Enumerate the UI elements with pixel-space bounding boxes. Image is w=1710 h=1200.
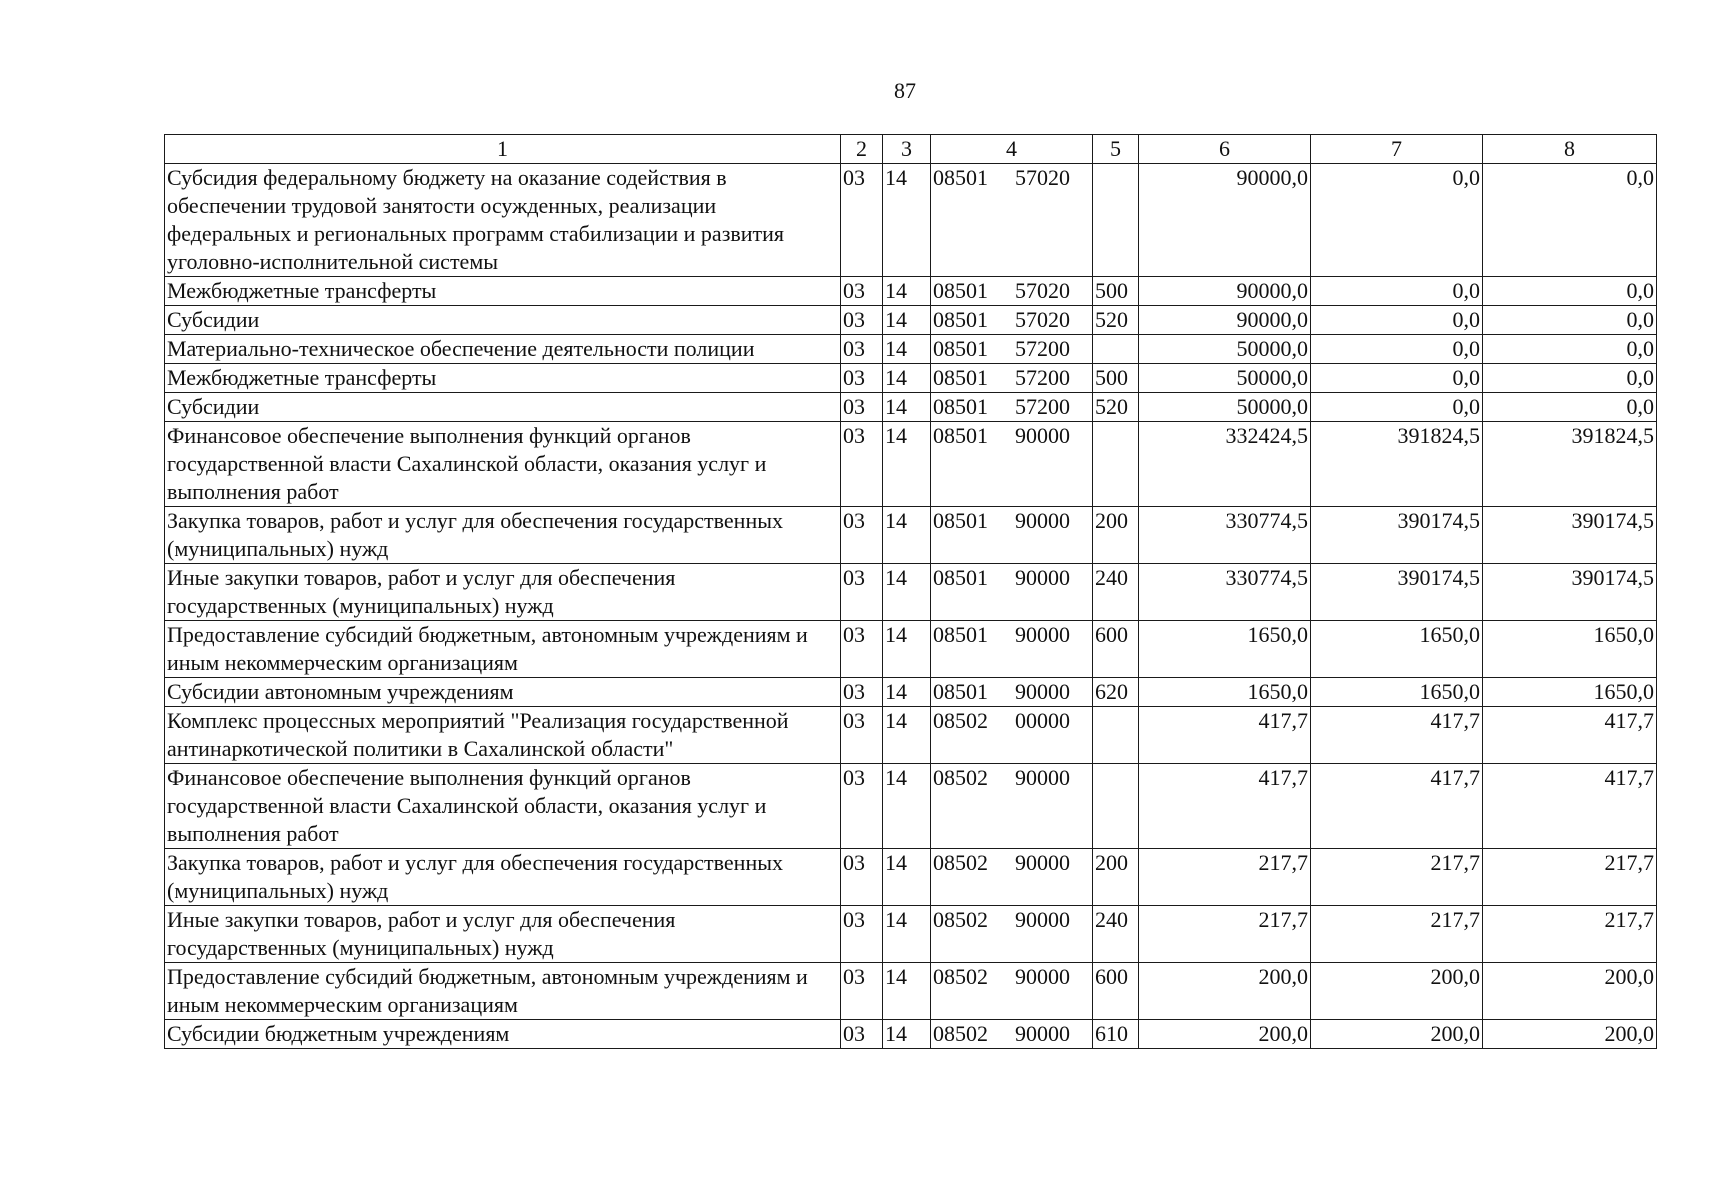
amount-col-6: 332424,5 <box>1139 422 1311 507</box>
direction-code: 57200 <box>1015 394 1070 419</box>
table-row <box>165 564 1657 621</box>
table-row <box>165 764 1657 849</box>
direction-code: 90000 <box>1015 679 1070 704</box>
amount-col-8: 391824,5 <box>1483 422 1657 507</box>
section-code: 03 <box>841 564 883 621</box>
section-code: 03 <box>841 849 883 906</box>
program-code: 08502 <box>933 964 988 989</box>
program-code: 08501 <box>933 508 988 533</box>
table-row <box>165 678 1657 707</box>
expense-type-code <box>1093 707 1139 764</box>
subsection-code: 14 <box>883 621 931 678</box>
program-code: 08501 <box>933 165 988 190</box>
program-code: 08501 <box>933 622 988 647</box>
amount-col-7: 1650,0 <box>1311 621 1483 678</box>
program-code: 08501 <box>933 423 988 448</box>
subsection-code: 14 <box>883 707 931 764</box>
subsection-code: 14 <box>883 764 931 849</box>
section-code: 03 <box>841 906 883 963</box>
column-header: 8 <box>1483 135 1657 164</box>
direction-code: 90000 <box>1015 850 1070 875</box>
amount-col-8: 217,7 <box>1483 849 1657 906</box>
expense-name: Субсидии автономным учреждениям <box>165 678 841 707</box>
section-code: 03 <box>841 364 883 393</box>
direction-code: 90000 <box>1015 964 1070 989</box>
section-code: 03 <box>841 963 883 1020</box>
table-row <box>165 849 1657 906</box>
direction-code: 57020 <box>1015 307 1070 332</box>
amount-col-6: 217,7 <box>1139 849 1311 906</box>
section-code: 03 <box>841 764 883 849</box>
expense-type-code: 520 <box>1093 306 1139 335</box>
program-code: 08502 <box>933 1021 988 1046</box>
amount-col-7: 390174,5 <box>1311 507 1483 564</box>
expense-name: Межбюджетные трансферты <box>165 277 841 306</box>
amount-col-7: 0,0 <box>1311 306 1483 335</box>
amount-col-7: 417,7 <box>1311 707 1483 764</box>
amount-col-6: 90000,0 <box>1139 277 1311 306</box>
amount-col-8: 390174,5 <box>1483 507 1657 564</box>
expense-type-code: 520 <box>1093 393 1139 422</box>
program-code: 08502 <box>933 765 988 790</box>
expense-type-code: 200 <box>1093 849 1139 906</box>
expense-name: Субсидии бюджетным учреждениям <box>165 1020 841 1049</box>
column-header: 1 <box>165 135 841 164</box>
amount-col-8: 0,0 <box>1483 164 1657 277</box>
amount-col-8: 1650,0 <box>1483 621 1657 678</box>
program-code: 08501 <box>933 307 988 332</box>
subsection-code: 14 <box>883 507 931 564</box>
program-code: 08501 <box>933 565 988 590</box>
target-article <box>931 277 1093 306</box>
target-article <box>931 393 1093 422</box>
amount-col-6: 200,0 <box>1139 963 1311 1020</box>
section-code: 03 <box>841 507 883 564</box>
amount-col-6: 1650,0 <box>1139 678 1311 707</box>
amount-col-6: 417,7 <box>1139 764 1311 849</box>
expense-type-code <box>1093 422 1139 507</box>
direction-code: 90000 <box>1015 565 1070 590</box>
program-code: 08502 <box>933 907 988 932</box>
direction-code: 90000 <box>1015 907 1070 932</box>
amount-col-7: 0,0 <box>1311 335 1483 364</box>
table-row <box>165 277 1657 306</box>
direction-code: 90000 <box>1015 765 1070 790</box>
amount-col-7: 0,0 <box>1311 277 1483 306</box>
amount-col-7: 417,7 <box>1311 764 1483 849</box>
amount-col-8: 0,0 <box>1483 277 1657 306</box>
table-row <box>165 335 1657 364</box>
expense-type-code <box>1093 164 1139 277</box>
expense-type-code: 500 <box>1093 277 1139 306</box>
amount-col-6: 330774,5 <box>1139 507 1311 564</box>
subsection-code: 14 <box>883 849 931 906</box>
direction-code: 57200 <box>1015 336 1070 361</box>
target-article <box>931 422 1093 507</box>
section-code: 03 <box>841 393 883 422</box>
subsection-code: 14 <box>883 277 931 306</box>
expense-name: Финансовое обеспечение выполнения функций органов государственной власти Сахалинской области, оказания услуг и выполнения работ <box>165 764 841 849</box>
subsection-code: 14 <box>883 906 931 963</box>
program-code: 08501 <box>933 365 988 390</box>
amount-col-8: 1650,0 <box>1483 678 1657 707</box>
expense-name: Материально-техническое обеспечение деятельности полиции <box>165 335 841 364</box>
section-code: 03 <box>841 621 883 678</box>
section-code: 03 <box>841 422 883 507</box>
table-body <box>165 164 1657 1049</box>
table-row <box>165 364 1657 393</box>
expense-name: Финансовое обеспечение выполнения функций органов государственной власти Сахалинской области, оказания услуг и выполнения работ <box>165 422 841 507</box>
expense-name: Субсидии <box>165 306 841 335</box>
target-article <box>931 164 1093 277</box>
target-article <box>931 564 1093 621</box>
target-article <box>931 335 1093 364</box>
target-article <box>931 678 1093 707</box>
subsection-code: 14 <box>883 564 931 621</box>
direction-code: 57020 <box>1015 278 1070 303</box>
amount-col-7: 391824,5 <box>1311 422 1483 507</box>
target-article <box>931 306 1093 335</box>
amount-col-8: 0,0 <box>1483 393 1657 422</box>
table-row <box>165 963 1657 1020</box>
direction-code: 57200 <box>1015 365 1070 390</box>
expense-name: Комплекс процессных мероприятий "Реализация государственной антинаркотической политики в Сахалинской области" <box>165 707 841 764</box>
table-row <box>165 507 1657 564</box>
amount-col-6: 90000,0 <box>1139 164 1311 277</box>
expense-type-code: 600 <box>1093 621 1139 678</box>
amount-col-8: 0,0 <box>1483 364 1657 393</box>
amount-col-6: 417,7 <box>1139 707 1311 764</box>
amount-col-6: 1650,0 <box>1139 621 1311 678</box>
expense-name: Предоставление субсидий бюджетным, автономным учреждениям и иным некоммерческим организациям <box>165 621 841 678</box>
subsection-code: 14 <box>883 393 931 422</box>
table-row <box>165 1020 1657 1049</box>
expense-name: Иные закупки товаров, работ и услуг для обеспечения государственных (муниципальных) нужд <box>165 564 841 621</box>
amount-col-6: 50000,0 <box>1139 335 1311 364</box>
column-header: 4 <box>931 135 1093 164</box>
expense-type-code: 610 <box>1093 1020 1139 1049</box>
target-article <box>931 621 1093 678</box>
section-code: 03 <box>841 277 883 306</box>
amount-col-8: 0,0 <box>1483 306 1657 335</box>
amount-col-7: 200,0 <box>1311 963 1483 1020</box>
expense-name: Закупка товаров, работ и услуг для обеспечения государственных (муниципальных) нужд <box>165 507 841 564</box>
expense-name: Межбюджетные трансферты <box>165 364 841 393</box>
column-header: 3 <box>883 135 931 164</box>
section-code: 03 <box>841 306 883 335</box>
table-row <box>165 306 1657 335</box>
subsection-code: 14 <box>883 164 931 277</box>
target-article <box>931 906 1093 963</box>
target-article <box>931 1020 1093 1049</box>
table-row <box>165 393 1657 422</box>
page-number: 87 <box>894 78 916 103</box>
amount-col-7: 217,7 <box>1311 849 1483 906</box>
amount-col-8: 200,0 <box>1483 1020 1657 1049</box>
amount-col-8: 417,7 <box>1483 764 1657 849</box>
table-row <box>165 906 1657 963</box>
section-code: 03 <box>841 707 883 764</box>
amount-col-7: 0,0 <box>1311 393 1483 422</box>
amount-col-6: 217,7 <box>1139 906 1311 963</box>
subsection-code: 14 <box>883 422 931 507</box>
subsection-code: 14 <box>883 678 931 707</box>
program-code: 08501 <box>933 278 988 303</box>
column-header: 2 <box>841 135 883 164</box>
expense-type-code: 620 <box>1093 678 1139 707</box>
expense-type-code: 240 <box>1093 906 1139 963</box>
target-article <box>931 963 1093 1020</box>
table-row <box>165 422 1657 507</box>
expense-type-code: 600 <box>1093 963 1139 1020</box>
amount-col-7: 0,0 <box>1311 164 1483 277</box>
column-header: 6 <box>1139 135 1311 164</box>
target-article <box>931 849 1093 906</box>
amount-col-7: 217,7 <box>1311 906 1483 963</box>
direction-code: 57020 <box>1015 165 1070 190</box>
program-code: 08501 <box>933 679 988 704</box>
amount-col-7: 390174,5 <box>1311 564 1483 621</box>
amount-col-6: 50000,0 <box>1139 364 1311 393</box>
section-code: 03 <box>841 335 883 364</box>
amount-col-6: 90000,0 <box>1139 306 1311 335</box>
direction-code: 90000 <box>1015 1021 1070 1046</box>
target-article <box>931 507 1093 564</box>
subsection-code: 14 <box>883 306 931 335</box>
subsection-code: 14 <box>883 963 931 1020</box>
amount-col-6: 330774,5 <box>1139 564 1311 621</box>
expense-name: Иные закупки товаров, работ и услуг для обеспечения государственных (муниципальных) нужд <box>165 906 841 963</box>
subsection-code: 14 <box>883 1020 931 1049</box>
amount-col-6: 50000,0 <box>1139 393 1311 422</box>
subsection-code: 14 <box>883 335 931 364</box>
expense-type-code <box>1093 764 1139 849</box>
direction-code: 90000 <box>1015 508 1070 533</box>
expense-type-code: 200 <box>1093 507 1139 564</box>
column-header: 7 <box>1311 135 1483 164</box>
direction-code: 90000 <box>1015 423 1070 448</box>
program-code: 08501 <box>933 336 988 361</box>
amount-col-8: 417,7 <box>1483 707 1657 764</box>
column-header: 5 <box>1093 135 1139 164</box>
amount-col-8: 390174,5 <box>1483 564 1657 621</box>
amount-col-6: 200,0 <box>1139 1020 1311 1049</box>
program-code: 08502 <box>933 708 988 733</box>
table-row <box>165 621 1657 678</box>
direction-code: 00000 <box>1015 708 1070 733</box>
expense-name: Закупка товаров, работ и услуг для обеспечения государственных (муниципальных) нужд <box>165 849 841 906</box>
amount-col-8: 200,0 <box>1483 963 1657 1020</box>
program-code: 08502 <box>933 850 988 875</box>
amount-col-7: 0,0 <box>1311 364 1483 393</box>
amount-col-7: 1650,0 <box>1311 678 1483 707</box>
expense-type-code: 500 <box>1093 364 1139 393</box>
budget-table <box>164 134 1657 1049</box>
amount-col-8: 0,0 <box>1483 335 1657 364</box>
subsection-code: 14 <box>883 364 931 393</box>
expense-type-code: 240 <box>1093 564 1139 621</box>
target-article <box>931 764 1093 849</box>
section-code: 03 <box>841 678 883 707</box>
expense-name: Субсидии <box>165 393 841 422</box>
section-code: 03 <box>841 1020 883 1049</box>
target-article <box>931 364 1093 393</box>
expense-type-code <box>1093 335 1139 364</box>
section-code: 03 <box>841 164 883 277</box>
direction-code: 90000 <box>1015 622 1070 647</box>
target-article <box>931 707 1093 764</box>
program-code: 08501 <box>933 394 988 419</box>
amount-col-8: 217,7 <box>1483 906 1657 963</box>
expense-name: Субсидия федеральному бюджету на оказание содействия в обеспечении трудовой занятости осужденных, реализации федеральных и региональных программ стабилизации и развития уголовно-исполнительной системы <box>165 164 841 277</box>
table-row <box>165 164 1657 277</box>
expense-name: Предоставление субсидий бюджетным, автономным учреждениям и иным некоммерческим организациям <box>165 963 841 1020</box>
amount-col-7: 200,0 <box>1311 1020 1483 1049</box>
table-row <box>165 707 1657 764</box>
header-row <box>165 135 1657 164</box>
